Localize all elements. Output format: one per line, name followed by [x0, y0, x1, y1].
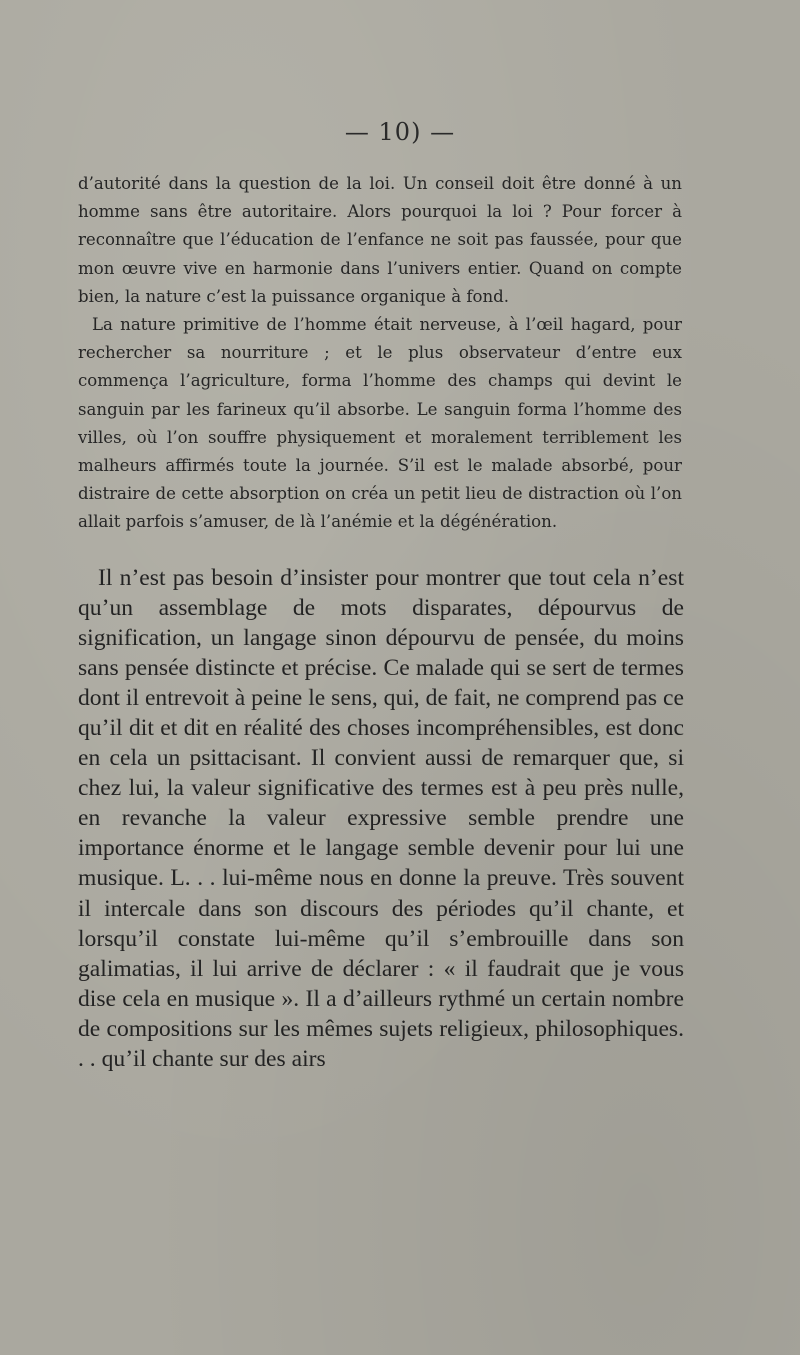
page-number: — 10) — [344, 118, 456, 146]
commentary-paragraph: Il n’est pas besoin d’insister pour montrer que tout cela n’est qu’un assemblage de mots disparates, dépourvus de signification, un langage sinon dépourvu de pensée, du moins sans pensée distincte et précise. Ce malade qui se sert de termes dont il entrevoit à peine le sens, qui, de fait, ne comprend pas ce qu’il dit et dit en réalité des choses incompréhensibles, est donc en cela un psittacisant. Il convient aussi de remarquer que, si chez lui, la valeur significative des termes est à peu près nulle, en revanche la valeur expressive semble prendre une importance énorme et le langage semble devenir pour lui une musique. L. . . lui-même nous en donne la preuve. Très souvent il intercale dans son discours des périodes qu’il chante, et lorsqu’il constate lui-même qu’il s’embrouille dans son galimatias, il lui arrive de déclarer : « il faudrait que je vous dise cela en musique ». Il a d’ailleurs rythmé un certain nombre de compositions sur les mêmes sujets religieux, philosophiques. . . qu’il chante sur des airs [78, 565, 684, 1072]
commentary-block [78, 563, 684, 1074]
quoted-paragraph-1: d’autorité dans la question de la loi. Un conseil doit être donné à un homme sans être autoritaire. Alors pourquoi la loi ? Pour forcer à reconnaître que l’éducation de l’enfance ne soit pas faussée, pour que mon œuvre vive en harmonie dans l’univers entier. Quand on compte bien, la nature c’est la puissance organique à fond. [78, 174, 682, 306]
quoted-paragraph-2: La nature primitive de l’homme était nerveuse, à l’œil hagard, pour rechercher sa nourriture ; et le plus observateur d’entre eux commença l’agriculture, forma l’homme des champs qui devint le sanguin par les farineux qu’il absorbe. Le sanguin forma l’homme des villes, où l’on souffre physiquement et moralement terriblement les malheurs affirmés toute la journée. S’il est le malade absorbé, pour distraire de cette absorption on créa un petit lieu de distraction où l’on allait parfois s’amuser, de là l’anémie et la dégénération. [78, 315, 682, 532]
quoted-text-block [78, 170, 682, 537]
